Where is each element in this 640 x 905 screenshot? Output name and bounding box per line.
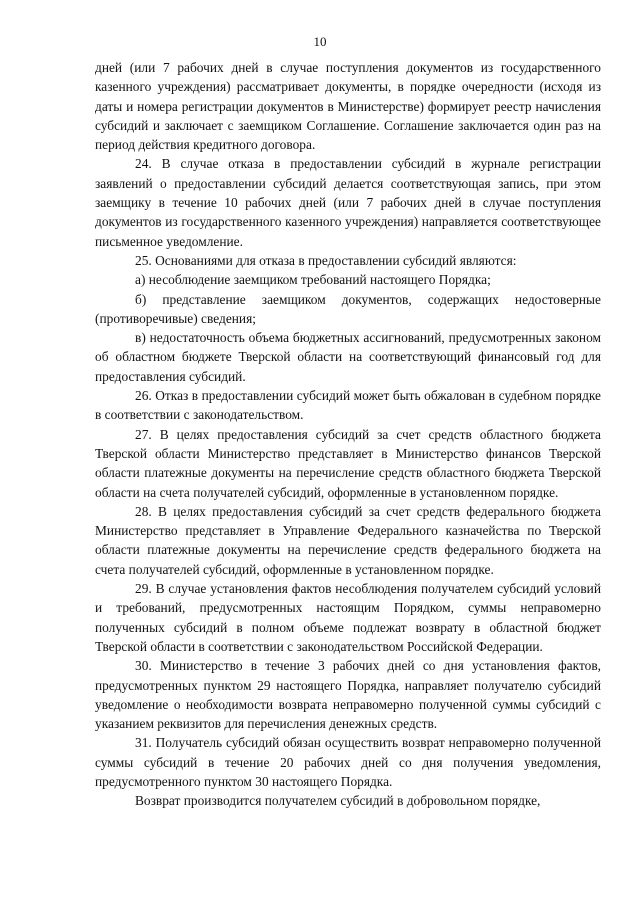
paragraph-27: 27. В целях предоставления субсидий за счет средств областного бюджета Тверской области Министерство представляет в Министерство финансов Тверской области платежные документы на перечисление средств областного бюджета Тверской области на счета получателей субсидий, оформленные в установленном порядке. bbox=[95, 426, 601, 500]
paragraph-28: 28. В целях предоставления субсидий за счет средств федерального бюджета Министерство представляет в Управление Федерального казначейства по Тверской области платежные документы на перечисление средств федерального бюджета на счета получателей субсидий, оформленные в установленном порядке. bbox=[95, 503, 601, 577]
paragraph-26: 26. Отказ в предоставлении субсидий может быть обжалован в судебном порядке в соответствии с законодательством. bbox=[95, 388, 601, 423]
paragraph-continuation: дней (или 7 рабочих дней в случае поступления документов из государственного казенного учреждения) рассматривает документы, в порядке очередности (исходя из даты и номера регистрации документов в Министерстве) формирует реестр начисления субсидий и заключает с заемщиком Соглашение. Соглашение заключается один раз на период действия кредитного договора. bbox=[95, 60, 601, 153]
paragraph-return: Возврат производится получателем субсидий в добровольном порядке, bbox=[135, 793, 541, 809]
paragraph-29: 29. В случае установления фактов несоблюдения получателем субсидий условий и требований, предусмотренных настоящим Порядком, суммы неправомерно полученных субсидий в полном объеме подлежат возврату в областной бюджет Тверской области в соответствии с законодательством Российской Федерации. bbox=[95, 581, 601, 654]
paragraph-25-a: а) несоблюдение заемщиком требований настоящего Порядка; bbox=[135, 272, 491, 288]
paragraph-24: 24. В случае отказа в предоставлении субсидий в журнале регистрации заявлений о предоставлении субсидий делается соответствующая запись, при этом заемщику в течение 10 рабочих дней (или 7 рабочих дней в случае поступления документов из государственного казенного учреждения) направляется соответствующее письменное уведомление. bbox=[95, 156, 601, 249]
document-body bbox=[95, 58, 601, 811]
paragraph-25-v: в) недостаточность объема бюджетных ассигнований, предусмотренных законом об областном бюджете Тверской области на соответствующий финансовый год для предоставления субсидий. bbox=[95, 330, 601, 384]
paragraph-25-b: б) представление заемщиком документов, содержащих недостоверные (противоречивые) сведения; bbox=[95, 291, 601, 326]
paragraph-30: 30. Министерство в течение 3 рабочих дней со дня установления фактов, предусмотренных пунктом 29 настоящего Порядка, направляет получателю субсидий уведомление о необходимости возврата неправомерно полученной суммы субсидий с указанием реквизитов для перечисления денежных средств. bbox=[95, 658, 601, 732]
page-number: 10 bbox=[313, 34, 327, 49]
paragraph-31: 31. Получатель субсидий обязан осуществить возврат неправомерно полученной суммы субсидий в течение 20 рабочих дней со дня получения уведомления, предусмотренного пунктом 30 настоящего Порядка. bbox=[95, 735, 601, 789]
paragraph-25: 25. Основаниями для отказа в предоставлении субсидий являются: bbox=[135, 252, 517, 268]
